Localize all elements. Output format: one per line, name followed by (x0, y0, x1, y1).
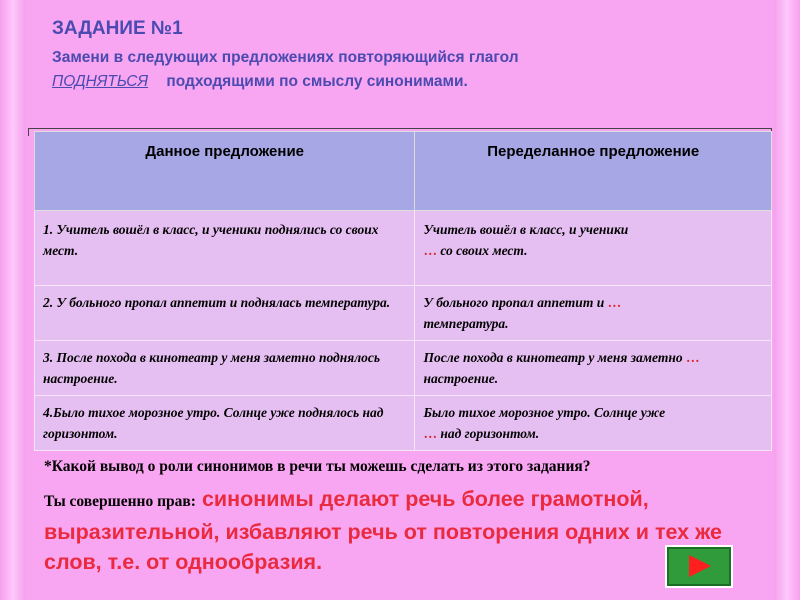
header-original: Данное предложение (35, 132, 415, 211)
table-header-row (35, 132, 772, 211)
rewrite-text: У больного пропал аппетит и (423, 295, 605, 310)
target-verb: ПОДНЯТЬСЯ (52, 73, 149, 90)
blank-marker: … (423, 243, 437, 258)
rewrite-text: настроение. (423, 371, 499, 386)
table-row (35, 286, 772, 341)
rewrite-text: После похода в кинотеатр у меня заметно (423, 350, 683, 365)
rewritten-sentence (415, 341, 772, 396)
rewrite-text: Учитель вошёл в класс, и ученики (423, 222, 629, 237)
blank-marker: … (423, 426, 437, 441)
original-sentence: 2. У больного пропал аппетит и поднялась температура. (35, 286, 415, 341)
blank-marker: … (607, 295, 622, 310)
table-row (35, 396, 772, 451)
table-row (35, 211, 772, 286)
answer-text: синонимы делают речь более грамотной, выразительной, избавляют речь от повторения одних и тех же слов, т.е. от однообразия. (44, 487, 722, 574)
task-instruction (52, 46, 752, 94)
blank-marker: … (685, 350, 700, 365)
play-arrow-icon (689, 555, 711, 577)
instruction-tail: подходящими по смыслу синонимами. (166, 73, 468, 90)
rewritten-sentence (415, 396, 772, 451)
header-rewritten: Переделанное предложение (415, 132, 772, 211)
original-sentence: 4.Было тихое морозное утро. Солнце уже поднялось над горизонтом. (35, 396, 415, 451)
right-decor-strip (774, 0, 800, 600)
original-sentence: 1. Учитель вошёл в класс, и ученики поднялись со своих мест. (35, 211, 415, 286)
instruction-text: Замени в следующих предложениях повторяющийся глагол (52, 49, 519, 66)
conclusion-answer (44, 484, 764, 577)
task-title: ЗАДАНИЕ №1 (52, 18, 183, 39)
original-sentence: 3. После похода в кинотеатр у меня заметно поднялось настроение. (35, 341, 415, 396)
rewrite-text: со своих мест. (440, 243, 528, 258)
divider-tick-left (28, 128, 29, 136)
rewrite-text: Было тихое морозное утро. Солнце уже (423, 405, 666, 420)
rewrite-text: температура. (423, 316, 509, 331)
rewrite-text: над горизонтом. (440, 426, 540, 441)
left-decor-strip (0, 0, 26, 600)
rewritten-sentence (415, 211, 772, 286)
rewritten-sentence (415, 286, 772, 341)
sentence-table (34, 131, 772, 451)
answer-lead: Ты совершенно прав: (44, 493, 196, 510)
conclusion-question: *Какой вывод о роли синонимов в речи ты можешь сделать из этого задания? (44, 458, 591, 475)
divider-line (28, 128, 772, 129)
next-slide-button[interactable] (665, 545, 733, 588)
table-row (35, 341, 772, 396)
